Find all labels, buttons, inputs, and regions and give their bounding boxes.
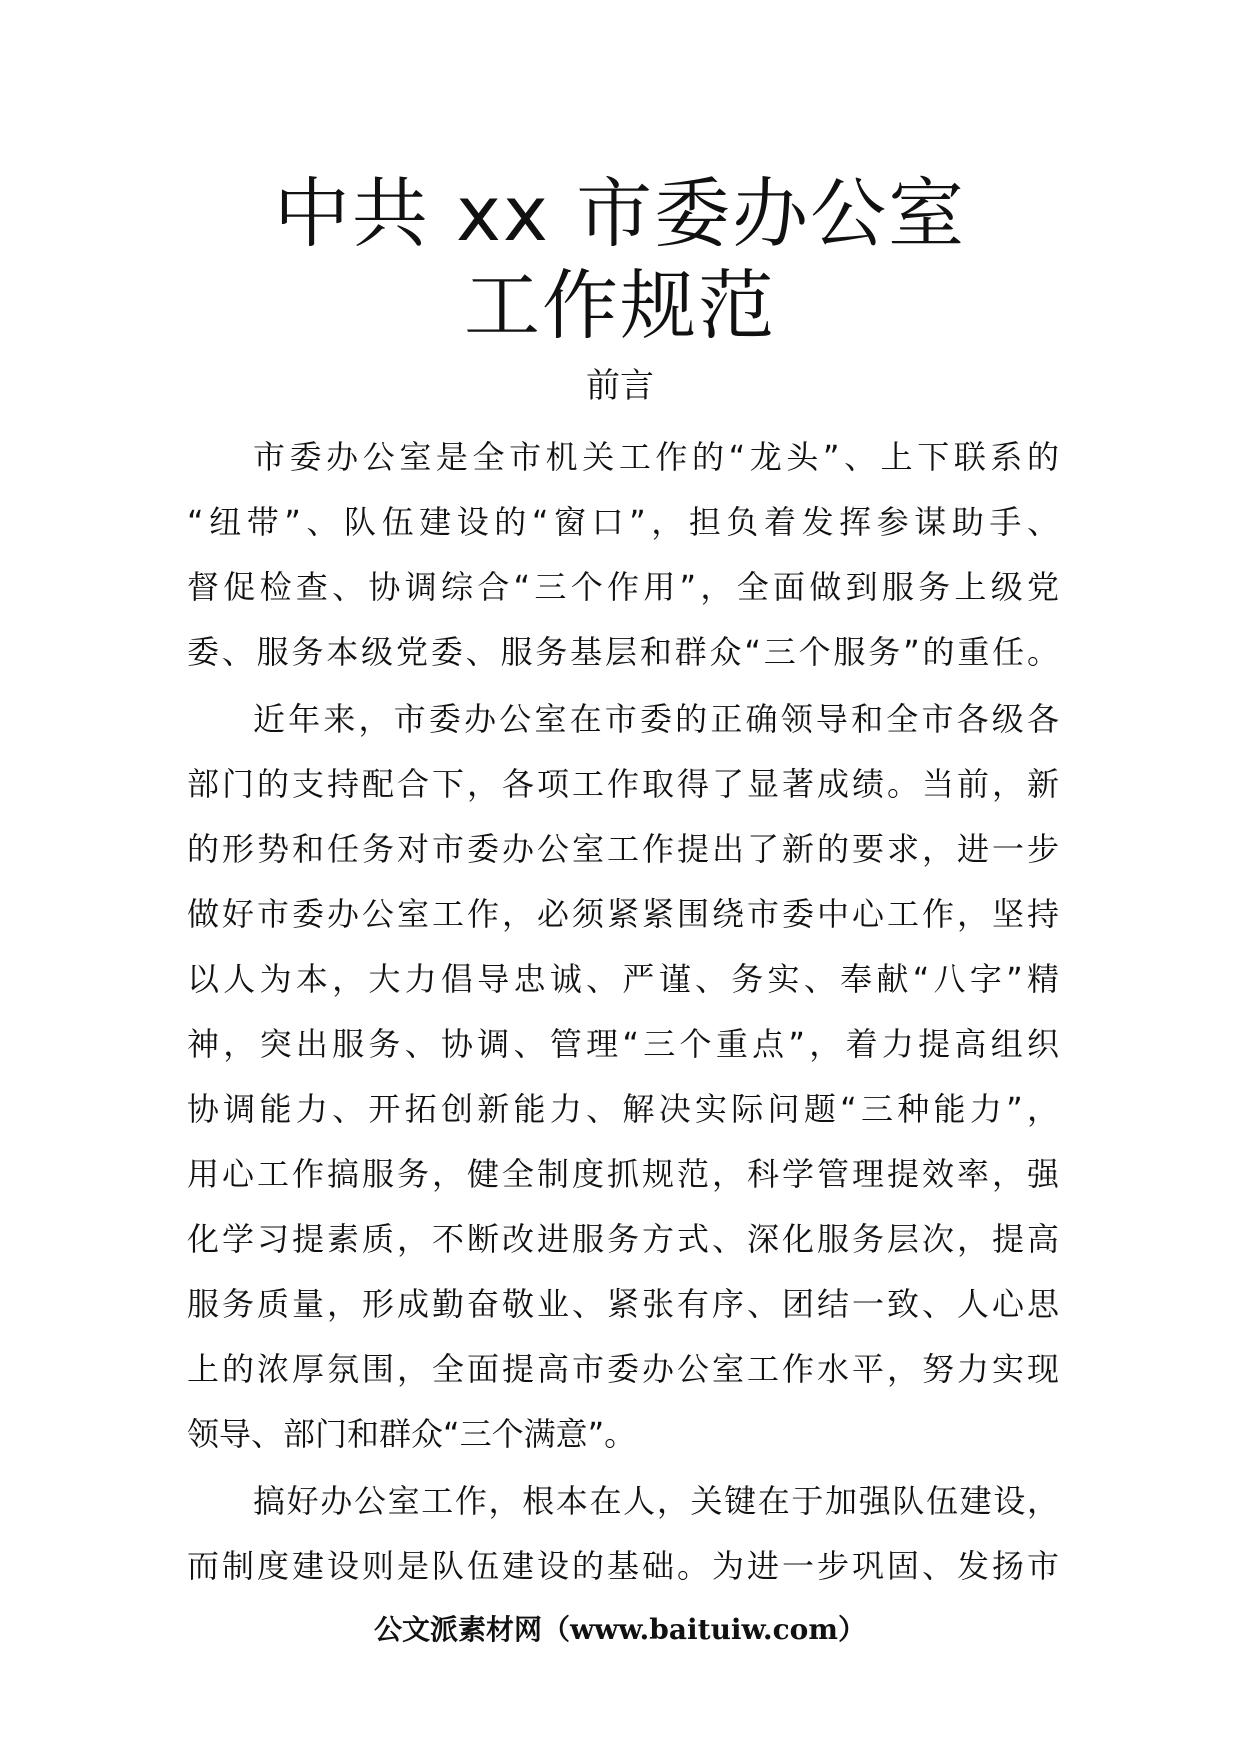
paragraph-line: “纽带”、队伍建设的“窗口”，担负着发挥参谋助手、 [187,503,1059,541]
footer-watermark: 公文派素材网（www.baituiw.com） [374,1613,866,1646]
paragraph-line: 部门的支持配合下，各项工作取得了显著成绩。当前，新 [187,765,1059,803]
title-line-2: 工作规范 [464,261,776,350]
paragraph-line: 化学习提素质，不断改进服务方式、深化服务层次，提高 [187,1220,1059,1258]
paragraph-3 [187,1469,1059,1599]
paragraph-line: 近年来，市委办公室在市委的正确领导和全市各级各 [253,700,1059,738]
section-heading-preface: 前言 [586,366,654,406]
paragraph-line: 上的浓厚氛围，全面提高市委办公室工作水平，努力实现 [187,1350,1059,1388]
paragraph-line: 领导、部门和群众“三个满意”。 [187,1415,637,1453]
paragraph-line: 服务质量，形成勤奋敬业、紧张有序、团结一致、人心思 [187,1285,1059,1323]
paragraph-line: 协调能力、开拓创新能力、解决实际问题“三种能力”， [187,1090,1059,1128]
paragraph-1 [187,425,1059,685]
paragraph-line: 的形势和任务对市委办公室工作提出了新的要求，进一步 [187,830,1059,868]
paragraph-line: 做好市委办公室工作，必须紧紧围绕市委中心工作，坚持 [187,895,1059,933]
document-title [0,168,1240,352]
paragraph-line: 督促检查、协调综合“三个作用”，全面做到服务上级党 [187,568,1059,606]
paragraph-line: 市委办公室是全市机关工作的“龙头”、上下联系的 [253,438,1059,476]
title-line-1: 中共 xx 市委办公室 [273,169,967,258]
paragraph-line: 而制度建设则是队伍建设的基础。为进一步巩固、发扬市 [187,1547,1059,1585]
paragraph-line: 神，突出服务、协调、管理“三个重点”，着力提高组织 [187,1025,1059,1063]
paragraph-line: 以人为本，大力倡导忠诚、严谨、务实、奉献“八字”精 [187,960,1059,998]
paragraph-line: 搞好办公室工作，根本在人，关键在于加强队伍建设， [253,1482,1059,1520]
document-body [187,425,1059,1601]
paragraph-line: 用心工作搞服务，健全制度抓规范，科学管理提效率，强 [187,1155,1059,1193]
paragraph-2 [187,687,1059,1467]
paragraph-line: 委、服务本级党委、服务基层和群众“三个服务”的重任。 [187,633,1059,671]
